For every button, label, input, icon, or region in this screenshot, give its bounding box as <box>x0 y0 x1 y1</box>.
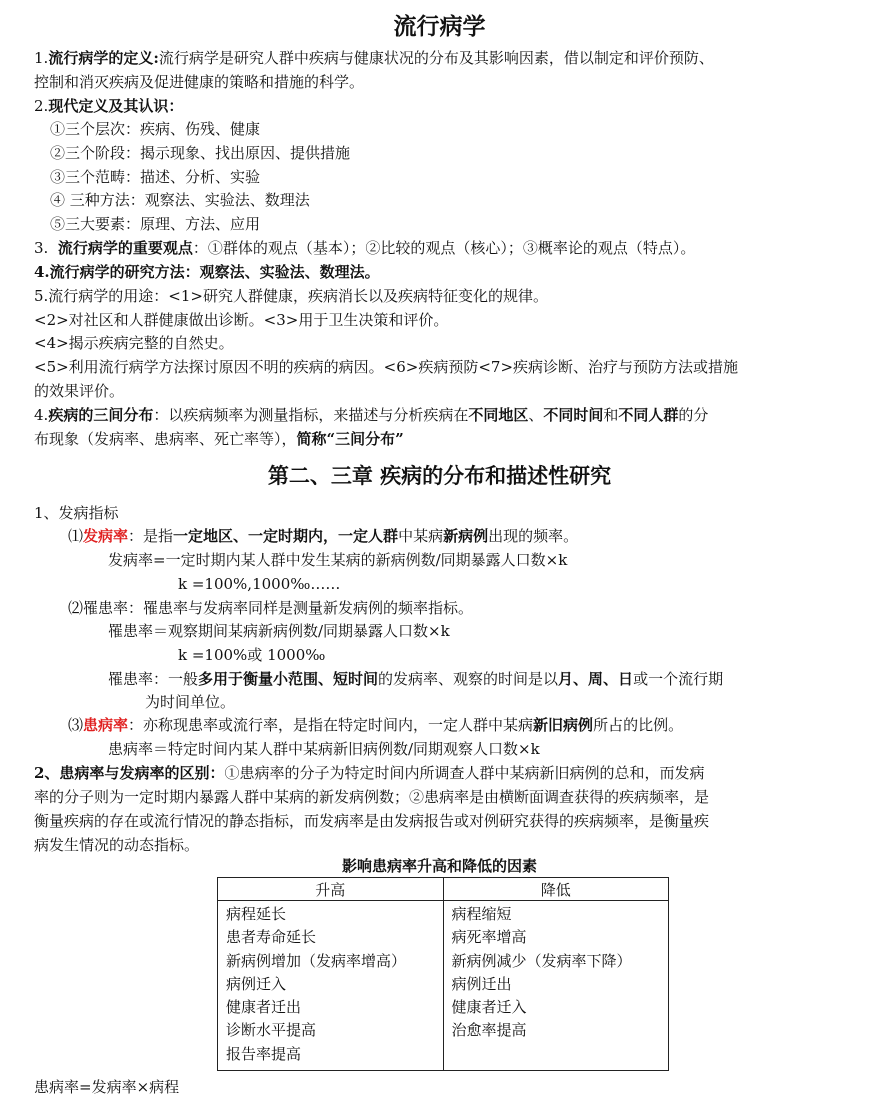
three-distribution-number: 4. <box>34 406 49 424</box>
key-viewpoints-text: ：①群体的观点（基本）；②比较的观点（核心）；③概率论的观点（特点）。 <box>192 239 696 257</box>
difference-line: 衡量疾病的存在或流行情况的静态指标，而发病率是由发病报告或对例研究获得的疾病频率，是衡量疾 <box>34 812 710 830</box>
difference-heading: 2、患病率与发病率的区别： <box>34 764 225 782</box>
emphasis-text: 新旧病例 <box>533 716 594 734</box>
list-item: 新病例减少（发病率下降） <box>451 951 632 970</box>
column-header-decrease: 降低 <box>443 878 669 901</box>
list-item: 病程缩短 <box>451 905 512 923</box>
list-item: 病程延长 <box>226 905 287 923</box>
column-header-increase: 升高 <box>218 878 444 901</box>
list-item: 新病例增加（发病率增高） <box>226 951 407 970</box>
key-viewpoints-line <box>34 237 695 259</box>
modern-definition-item: ③三个范畴：描述、分析、实验 <box>50 168 261 186</box>
item-number: ⑶ <box>68 716 84 734</box>
list-item: 患者寿命延长 <box>226 928 317 947</box>
definition-line-2: 控制和消灭疾病及促进健康的策略和措施的科学。 <box>34 73 365 91</box>
difference-line-1 <box>34 762 704 784</box>
text-span: 罹患率：一般 <box>108 670 199 688</box>
three-distribution-line-2 <box>34 428 404 450</box>
list-item: 病例迁出 <box>451 974 512 993</box>
emphasis-text: 新病例 <box>443 527 489 545</box>
text-span: ：亦称现患率或流行率，是指在特定时间内，一定人群中某病 <box>128 716 534 734</box>
three-distribution-heading: 疾病的三间分布 <box>48 406 154 424</box>
list-item: 治愈率提高 <box>451 1021 527 1040</box>
list-item: 病例迁入 <box>226 974 287 993</box>
modern-definition-heading: 现代定义及其认识： <box>48 97 184 115</box>
incidence-rate-line <box>68 525 578 547</box>
list-item: 健康者迁入 <box>451 998 527 1017</box>
text-span: 和 <box>603 406 619 424</box>
key-viewpoints-heading: 流行病学的重要观点 <box>57 239 193 257</box>
text-span: 布现象（发病率、患病率、死亡率等）， <box>34 430 297 448</box>
uses-line: 5.流行病学的用途：<1>研究人群健康，疾病消长以及疾病特征变化的规律。 <box>34 287 548 305</box>
prevalence-rate-formula: 患病率＝特定时间内某人群中某病新旧病例数/同期观察人口数×k <box>108 740 540 758</box>
uses-line: <5>利用流行病学方法探讨原因不明的疾病的病因。<6>疾病预防<7>疾病诊断、治疗与预防方法或措施 <box>34 358 739 376</box>
difference-line: 率的分子则为一定时期内暴露人群中某病的新发病例数；②患病率是由横断面调查获得的疾病频率，是 <box>34 788 710 806</box>
item-number: ⑴ <box>68 527 84 545</box>
factors-table <box>217 877 669 1071</box>
emphasis-text: 不同时间 <box>543 406 604 424</box>
list-item: 报告率提高 <box>226 1044 302 1063</box>
modern-definition-item: ①三个层次：疾病、伤残、健康 <box>50 120 261 138</box>
text-span: 的分 <box>678 406 709 424</box>
increase-factors-cell <box>218 901 444 1071</box>
uses-line: 的效果评价。 <box>34 382 125 400</box>
text-span: 、 <box>528 406 544 424</box>
attack-rate-note-line-1 <box>108 668 723 690</box>
definition-line-1 <box>34 47 714 69</box>
difference-line: 病发生情况的动态指标。 <box>34 836 200 854</box>
definition-number: 1. <box>34 49 49 67</box>
modern-definition-item: ⑤三大要素：原理、方法、应用 <box>50 215 261 233</box>
uses-line: <4>揭示疾病完整的自然史。 <box>34 334 234 352</box>
emphasis-text: 简称“三间分布” <box>296 430 404 448</box>
attack-rate-line: ⑵罹患率：罹患率与发病率同样是测量新发病例的频率指标。 <box>68 599 474 617</box>
page-title: 流行病学 <box>393 13 486 40</box>
text-span: ①患病率的分子为特定时间内所调查人群中某病新旧病例的总和，而发病 <box>224 764 705 782</box>
emphasis-text: 多用于衡量小范围、短时间 <box>198 670 379 688</box>
text-span: 中某病 <box>398 527 444 545</box>
text-span: 或一个流行期 <box>633 670 724 688</box>
incidence-rate-formula: 发病率=一定时期内某人群中发生某病的新病例数/同期暴露人口数×k <box>108 551 568 569</box>
three-distribution-line-1 <box>34 404 708 426</box>
research-methods-number: 4. <box>34 263 50 281</box>
chapter-title: 第二、三章 疾病的分布和描述性研究 <box>267 463 612 488</box>
modern-definition-item: ②三个阶段：揭示现象、找出原因、提供措施 <box>50 144 351 162</box>
text-span: ：是指 <box>128 527 174 545</box>
text-span: 的发病率、观察的时间是以 <box>378 670 559 688</box>
attack-rate-formula: 罹患率＝观察期间某病新病例数/同期暴露人口数×k <box>108 622 450 640</box>
modern-definition-item: ④ 三种方法：观察法、实验法、数理法 <box>50 191 310 209</box>
text-span: 出现的频率。 <box>488 527 579 545</box>
modern-definition-number: 2. <box>34 97 49 115</box>
emphasis-text: 不同地区 <box>468 406 529 424</box>
emphasis-text: 不同人群 <box>618 406 679 424</box>
factors-table-caption: 影响患病率升高和降低的因素 <box>341 857 537 875</box>
incidence-indicators-heading: 1、发病指标 <box>34 504 119 522</box>
attack-rate-note-line-2: 为时间单位。 <box>145 693 236 711</box>
emphasis-text: 一定地区、一定时期内，一定人群 <box>173 527 399 545</box>
emphasis-text: 月、周、日 <box>558 670 634 688</box>
key-viewpoints-number: 3. <box>34 239 49 257</box>
incidence-rate-k: k =100%,1000‰…… <box>178 575 341 593</box>
text-span: ：以疾病频率为测量指标，来描述与分析疾病在 <box>153 406 469 424</box>
attack-rate-k: k =100%或 1000‰ <box>178 646 326 664</box>
decrease-factors-cell <box>443 901 669 1071</box>
table-header-row <box>218 878 669 901</box>
modern-definition-heading-line <box>34 95 183 117</box>
research-methods-heading: 流行病学的研究方法：观察法、实验法、数理法。 <box>49 263 380 281</box>
uses-line: <2>对社区和人群健康做出诊断。<3>用于卫生决策和评价。 <box>34 311 449 329</box>
list-item: 病死率增高 <box>451 928 527 947</box>
definition-text: 流行病学是研究人群中疾病与健康状况的分布及其影响因素，借以制定和评价预防、 <box>158 49 714 67</box>
list-item: 健康者迁出 <box>226 998 302 1017</box>
list-item: 诊断水平提高 <box>226 1021 317 1040</box>
prevalence-rate-term: 患病率 <box>83 716 129 734</box>
table-row <box>218 901 669 1071</box>
research-methods-line <box>34 261 380 283</box>
prevalence-formula-footer: 患病率=发病率×病程 <box>34 1078 180 1096</box>
prevalence-rate-line <box>68 714 683 736</box>
text-span: 所占的比例。 <box>593 716 684 734</box>
incidence-rate-term: 发病率 <box>83 527 129 545</box>
definition-heading: 流行病学的定义: <box>48 49 159 67</box>
